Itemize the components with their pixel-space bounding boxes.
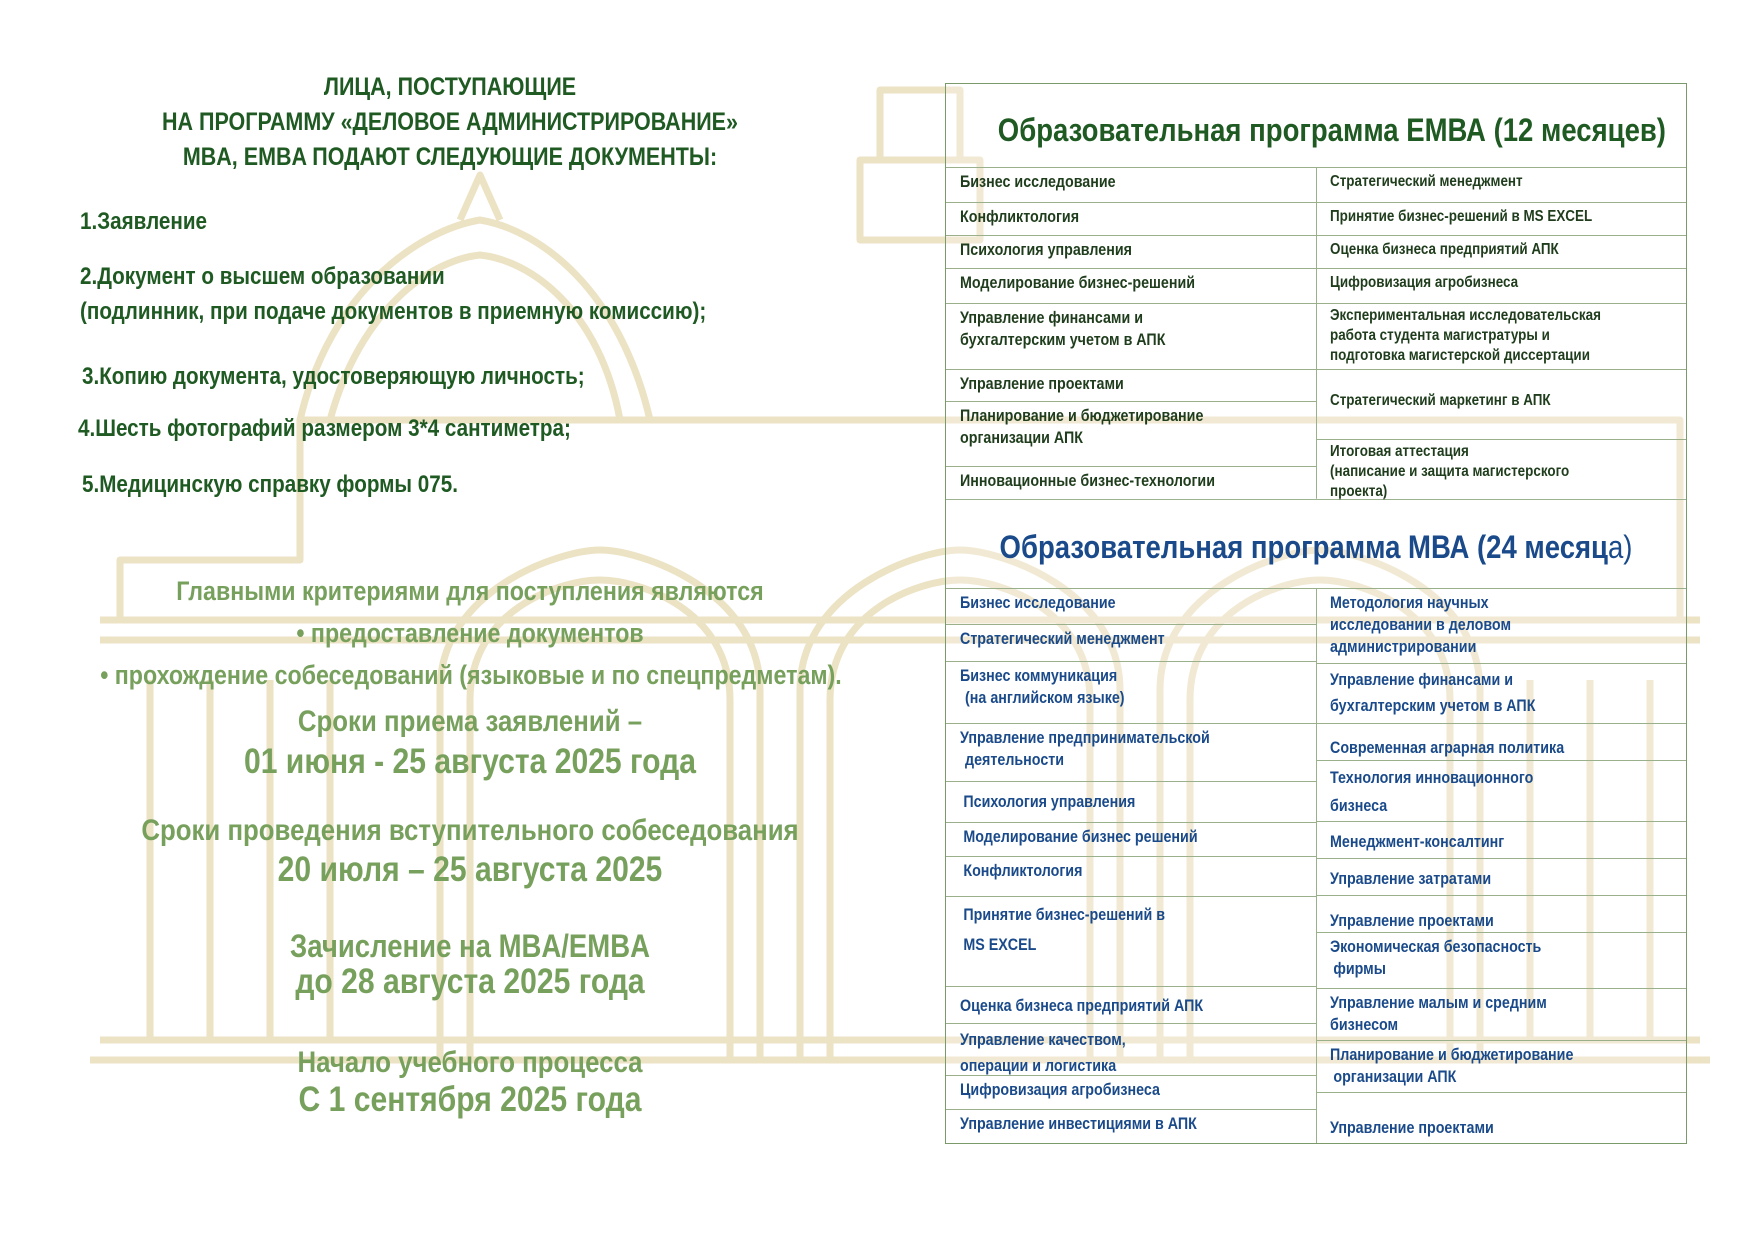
emba-course-left: Психология управления — [946, 235, 1316, 268]
mba-course-right: Управление малым и средним бизнесом — [1316, 988, 1686, 1040]
emba-course-left: Планирование и бюджетирование организации АПК — [946, 401, 1316, 466]
interview-period-label: Сроки проведения вступительного собеседования — [141, 814, 799, 847]
mba-course-left: Бизнес коммуникация (на английском языке) — [946, 661, 1316, 723]
mba-course-left: Стратегический менеджмент — [946, 624, 1316, 661]
apply-period-value: 01 июня - 25 августа 2025 года — [243, 742, 697, 781]
emba-course-right: Оценка бизнеса предприятий АПК — [1316, 235, 1686, 268]
mba-course-right: Современная аграрная политика — [1316, 723, 1686, 760]
emba-course-right: Экспериментальная исследовательская работа студента магистратуры и подготовка магистерской диссертации — [1316, 303, 1686, 369]
criteria-bullet-2: • прохождение собеседований (языковые и по спецпредметам). — [100, 660, 842, 690]
document-item-2-note: (подлинник, при подаче документов в приемную комиссию); — [80, 298, 707, 325]
emba-column-divider — [1316, 167, 1317, 499]
emba-course-left: Управление финансами и бухгалтерским учетом в АПК — [946, 303, 1316, 369]
document-item-2: 2.Документ о высшем образовании — [80, 263, 445, 290]
mba-course-right: Методология научных исследовании в деловом администрировании — [1316, 588, 1686, 663]
mba-course-right: Экономическая безопасность фирмы — [1316, 932, 1686, 988]
heading-line-3: MBA, EMBA ПОДАЮТ СЛЕДУЮЩИЕ ДОКУМЕНТЫ: — [182, 143, 718, 171]
mba-column-divider — [1316, 588, 1317, 1143]
mba-program-table — [945, 498, 1687, 1144]
mba-course-left: Управление предпринимательской деятельности — [946, 723, 1316, 781]
emba-program-table — [945, 83, 1687, 500]
enrollment-value: до 28 августа 2025 года — [295, 962, 645, 1001]
criteria-bullet-1: • предоставление документов — [296, 618, 644, 648]
mba-course-left: Психология управления — [946, 781, 1316, 822]
mba-title: Образовательная программа МВА (24 месяца) — [999, 529, 1633, 565]
emba-course-right: Стратегический менеджмент — [1316, 167, 1686, 202]
mba-course-right: Управление проектами — [1316, 895, 1686, 932]
emba-course-left: Инновационные бизнес-технологии — [946, 466, 1316, 499]
interview-period-value: 20 июля – 25 августа 2025 — [277, 850, 663, 889]
documents-heading — [115, 70, 786, 175]
emba-course-right: Цифровизация агробизнеса — [1316, 268, 1686, 303]
document-item-1: 1.Заявление — [80, 208, 208, 235]
mba-course-left: Оценка бизнеса предприятий АПК — [946, 986, 1316, 1023]
mba-course-left: Принятие бизнес-решений в MS EXCEL — [946, 896, 1316, 986]
emba-course-right: Стратегический маркетинг в АПК — [1316, 369, 1686, 439]
mba-course-right: Управление затратами — [1316, 858, 1686, 895]
study-start-label: Начало учебного процесса — [297, 1046, 643, 1079]
heading-line-1: ЛИЦА, ПОСТУПАЮЩИЕ — [323, 73, 577, 101]
emba-title: Образовательная программа ЕМВА (12 месяцев) — [997, 112, 1666, 148]
mba-course-left: Моделирование бизнес решений — [946, 822, 1316, 856]
heading-line-2: НА ПРОГРАММУ «ДЕЛОВОЕ АДМИНИСТРИРОВАНИЕ» — [161, 108, 738, 136]
mba-course-right: Технология инновационного бизнеса — [1316, 760, 1686, 821]
criteria-title: Главными критериями для поступления являются — [176, 576, 764, 606]
apply-period-label: Сроки приема заявлений – — [297, 705, 643, 738]
mba-course-left: Цифровизация агробизнеса — [946, 1075, 1316, 1109]
mba-course-right: Планирование и бюджетирование организации АПК — [1316, 1040, 1686, 1092]
emba-course-left: Бизнес исследование — [946, 167, 1316, 202]
mba-course-left: Бизнес исследование — [946, 588, 1316, 624]
emba-course-right: Принятие бизнес-решений в MS EXCEL — [1316, 202, 1686, 235]
document-item-3: 3.Копию документа, удостоверяющую личность; — [82, 363, 585, 390]
document-item-5: 5.Медицинскую справку формы 075. — [82, 471, 458, 498]
mba-course-left: Управление инвестициями в АПК — [946, 1109, 1316, 1143]
emba-course-left: Моделирование бизнес-решений — [946, 268, 1316, 303]
emba-course-left: Управление проектами — [946, 369, 1316, 401]
mba-course-left: Конфликтология — [946, 856, 1316, 896]
mba-course-right: Управление проектами — [1316, 1092, 1686, 1143]
emba-course-right: Итоговая аттестация (написание и защита магистерского проекта) — [1316, 439, 1686, 499]
enrollment-label: Зачисление на MBA/EMBA — [290, 928, 650, 964]
mba-course-right: Менеджмент-консалтинг — [1316, 821, 1686, 858]
emba-course-left: Конфликтология — [946, 202, 1316, 235]
study-start-value: С 1 сентября 2025 года — [298, 1080, 642, 1119]
mba-course-left: Управление качеством, операции и логистика — [946, 1023, 1316, 1075]
mba-course-right: Управление финансами и бухгалтерским учетом в АПК — [1316, 663, 1686, 723]
document-item-4: 4.Шесть фотографий размером 3*4 сантиметра; — [78, 415, 571, 442]
